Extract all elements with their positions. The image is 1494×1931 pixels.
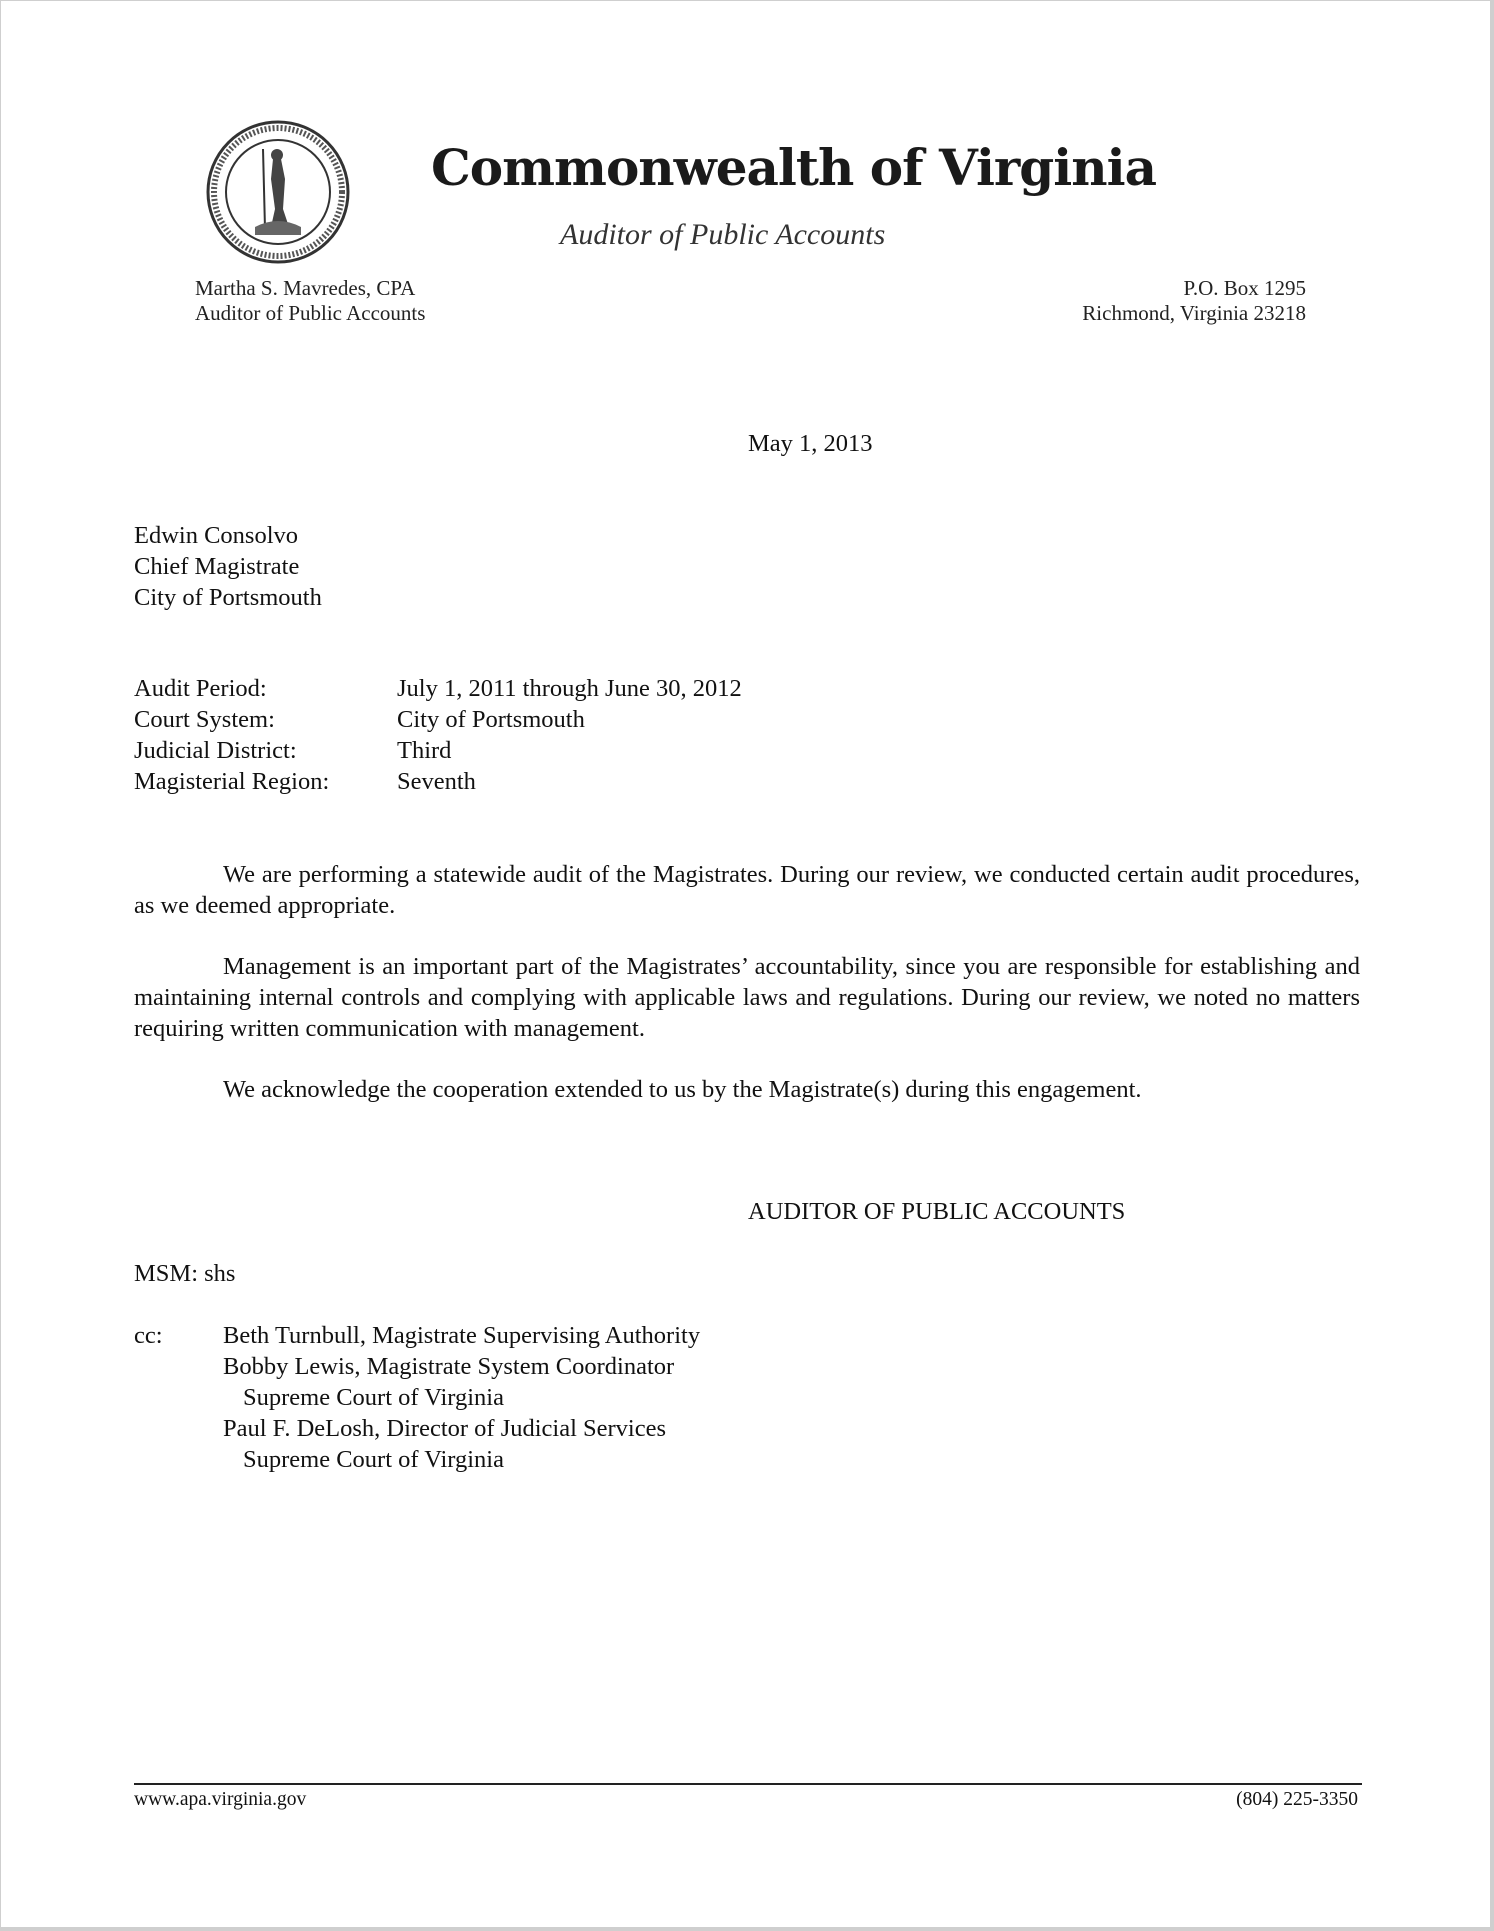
footer-divider xyxy=(134,1783,1362,1785)
letterhead-subtitle: Auditor of Public Accounts xyxy=(560,218,886,251)
audit-period-label: Audit Period: xyxy=(134,675,267,702)
cc-recipient: Beth Turnbull, Magistrate Supervising Authority xyxy=(223,1322,701,1349)
auditor-title: Auditor of Public Accounts xyxy=(195,301,426,325)
paragraph-2: Management is an important part of the Magistrates’ accountability, since you are responsible for establishing and maintaining internal controls and complying with applicable laws and regulations. During our review, we noted no matters requiring written communication with management. xyxy=(134,953,1360,1042)
virginia-seal-logo xyxy=(205,119,351,265)
magisterial-region-label: Magisterial Region: xyxy=(134,768,330,795)
judicial-district-value: Third xyxy=(397,737,452,764)
letter-date: May 1, 2013 xyxy=(748,430,873,457)
audit-period-value: July 1, 2011 through June 30, 2012 xyxy=(397,675,742,702)
addressee-location: City of Portsmouth xyxy=(134,584,322,611)
court-system-value: City of Portsmouth xyxy=(397,706,585,733)
magisterial-region-value: Seventh xyxy=(397,768,476,795)
paragraph-1: We are performing a statewide audit of the Magistrates. During our review, we conducted certain audit procedures, as we deemed appropriate. xyxy=(134,861,1360,919)
footer-phone: (804) 225-3350 xyxy=(1236,1789,1358,1810)
paragraph-3: We acknowledge the cooperation extended to us by the Magistrate(s) during this engagement. xyxy=(223,1076,1142,1103)
city-address: Richmond, Virginia 23218 xyxy=(1082,301,1306,325)
footer-website: www.apa.virginia.gov xyxy=(134,1789,307,1810)
judicial-district-label: Judicial District: xyxy=(134,737,297,764)
addressee-name: Edwin Consolvo xyxy=(134,522,299,549)
cc-recipient: Bobby Lewis, Magistrate System Coordinator xyxy=(223,1353,675,1380)
po-box: P.O. Box 1295 xyxy=(1183,276,1306,300)
auditor-name: Martha S. Mavredes, CPA xyxy=(195,276,416,300)
letterhead-title: Commonwealth of Virginia xyxy=(431,138,1156,197)
cc-label: cc: xyxy=(134,1322,163,1349)
signature-block: AUDITOR OF PUBLIC ACCOUNTS xyxy=(748,1198,1126,1225)
cc-recipient-org: Supreme Court of Virginia xyxy=(243,1384,504,1411)
initials: MSM: shs xyxy=(134,1260,236,1287)
cc-recipient: Paul F. DeLosh, Director of Judicial Services xyxy=(223,1415,667,1442)
court-system-label: Court System: xyxy=(134,706,275,733)
addressee-title: Chief Magistrate xyxy=(134,553,300,580)
cc-recipient-org: Supreme Court of Virginia xyxy=(243,1446,504,1473)
